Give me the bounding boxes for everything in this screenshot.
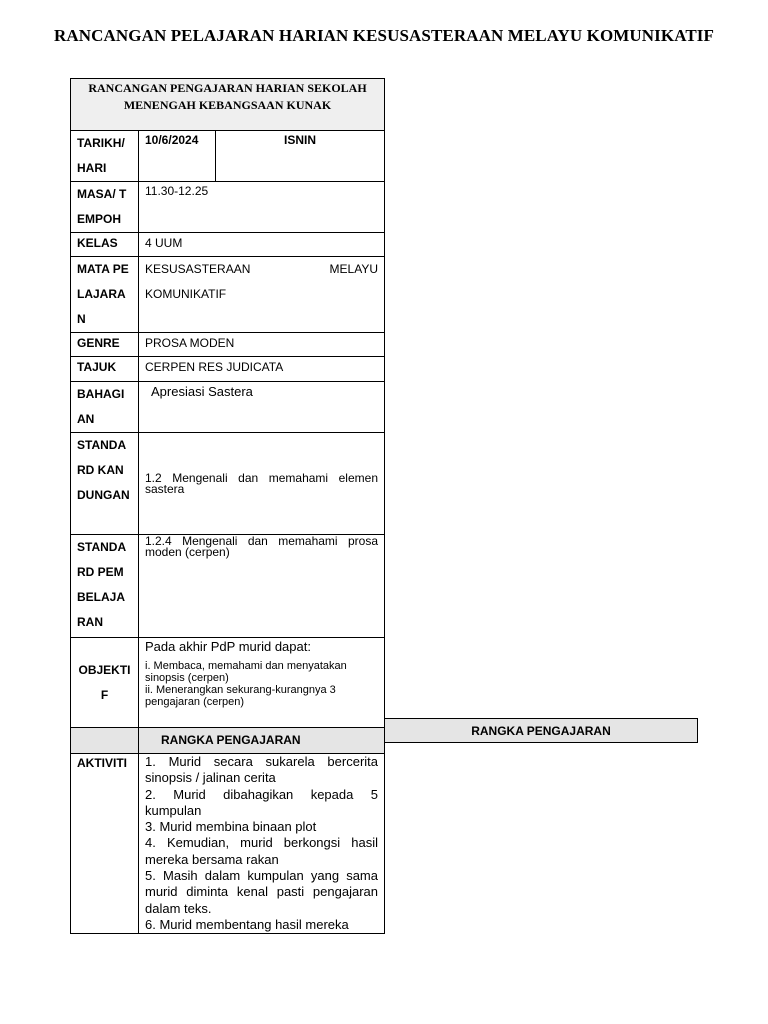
hari-value: ISNIN xyxy=(216,131,385,182)
objektif-item: ii. Menerangkan sekurang-kurangnya 3 pengajaran (cerpen) xyxy=(145,684,336,708)
tarikh-label: TARIKH/ HARI xyxy=(71,131,139,182)
standard-pembelajaran-value: 1.2.4 Mengenali dan memahami prosa moden (cerpen) xyxy=(139,535,385,638)
mata-pelajaran-value xyxy=(139,257,385,333)
genre-value: PROSA MODEN xyxy=(139,333,385,357)
aktiviti-list xyxy=(145,754,378,933)
mata-pelajaran-label: MATA PELAJARAN xyxy=(71,257,139,333)
rangka-pengajaran-header-right: RANGKA PENGAJARAN xyxy=(384,718,698,743)
rangka-pengajaran-header: RANGKA PENGAJARAN xyxy=(139,728,385,754)
tajuk-label: TAJUK xyxy=(71,357,139,382)
aktiviti-item: 6. Murid membentang hasil mereka xyxy=(145,916,349,932)
lesson-plan-table xyxy=(70,78,385,934)
table-header: RANCANGAN PENGAJARAN HARIAN SEKOLAH MENENGAH KEBANGSAAN KUNAK xyxy=(71,79,385,131)
mata-pelajaran-line1: KESUSASTERAAN MELAYU xyxy=(145,262,378,276)
objektif-value xyxy=(139,638,385,728)
aktiviti-item: 4. Kemudian, murid berkongsi hasil mereka bersama rakan xyxy=(145,835,378,867)
objektif-list xyxy=(145,660,378,708)
aktiviti-item: 2. Murid dibahagikan kepada 5 kumpulan xyxy=(145,786,378,818)
document-title: RANCANGAN PELAJARAN HARIAN KESUSASTERAAN MELAYU KOMUNIKATIF xyxy=(54,26,714,45)
kelas-value: 4 UUM xyxy=(139,233,385,257)
genre-label: GENRE xyxy=(71,333,139,357)
masa-label: MASA/ TEMPOH xyxy=(71,182,139,233)
objektif-intro: Pada akhir PdP murid dapat: xyxy=(145,639,311,654)
aktiviti-item: 5. Masih dalam kumpulan yang sama murid diminta kenal pasti pengajaran dalam teks. xyxy=(145,868,378,916)
standard-pembelajaran-label: STANDARD PEMBELAJARAN xyxy=(71,535,139,638)
objektif-item: i. Membaca, memahami dan menyatakan sinopsis (cerpen) xyxy=(145,660,347,684)
aktiviti-item: 3. Murid membina binaan plot xyxy=(145,819,317,835)
standard-kandungan-label: STANDARD KANDUNGAN xyxy=(71,433,139,535)
bahagian-value: Apresiasi Sastera xyxy=(139,382,385,433)
mata-pelajaran-line2: KOMUNIKATIF xyxy=(145,287,227,301)
kelas-label: KELAS xyxy=(71,233,139,257)
aktiviti-label: AKTIVITI xyxy=(71,754,139,934)
aktiviti-value xyxy=(139,754,385,934)
tajuk-value: CERPEN RES JUDICATA xyxy=(139,357,385,382)
standard-kandungan-value: 1.2 Mengenali dan memahami elemen sastera xyxy=(139,433,385,535)
objektif-label: OBJEKTIF xyxy=(71,638,139,728)
masa-value: 11.30-12.25 xyxy=(139,182,385,233)
aktiviti-item: 1. Murid secara sukarela bercerita sinopsis / jalinan cerita xyxy=(145,754,378,786)
tarikh-value: 10/6/2024 xyxy=(139,131,216,182)
bahagian-label: BAHAGIAN xyxy=(71,382,139,433)
